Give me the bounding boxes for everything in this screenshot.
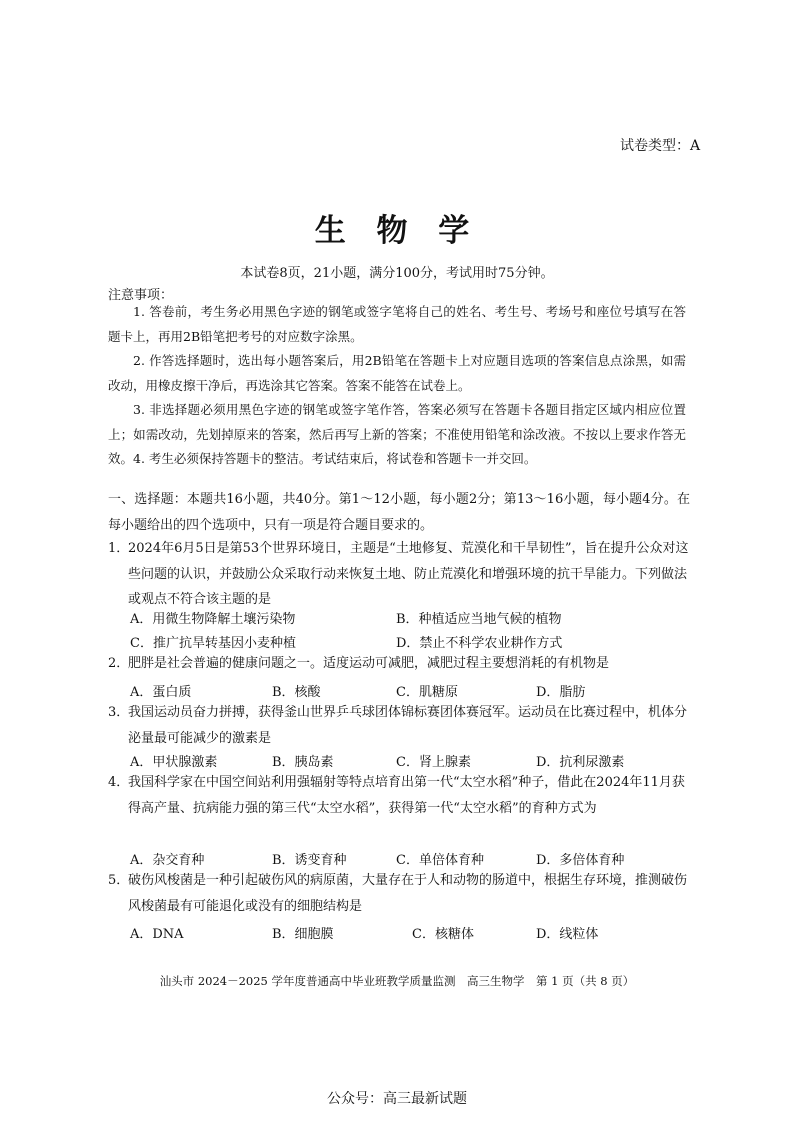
question-number: 5． [108,873,130,888]
question-number: 1． [108,541,130,556]
option-a: A．甲状腺激素 [130,755,218,770]
option-b: B．诱变育种 [272,853,347,868]
option-b: B．种植适应当地气候的植物 [396,612,562,627]
question-3 [108,700,692,751]
question-number: 2． [108,656,130,671]
note-item: 3. 非选择题必须用黑色字迹的钢笔或签字笔作答，答案必须写在答题卡各题目指定区域内相应位置上；如需改动，先划掉原来的答案，然后再写上新的答案；不准使用铅笔和涂改液。不按以上要求作答无效。 [108,402,686,466]
option-c: C．推广抗旱转基因小麦种植 [130,636,296,651]
question-number: 3． [108,705,130,720]
note-item: 1. 答卷前，考生务必用黑色字迹的钢笔或签字笔将自己的姓名、考生号、考场号和座位号填写在答题卡上，再用2B铅笔把考号的对应数字涂黑。 [108,304,686,344]
option-d: D．禁止不科学农业耕作方式 [396,636,563,651]
note-item: 4. 考生必须保持答题卡的整洁。考试结束后，将试卷和答题卡一并交回。 [133,451,537,466]
question-stem: 肥胖是社会普遍的健康问题之一。适度运动可减肥，减肥过程主要想消耗的有机物是 [128,656,610,671]
option-c: C．肾上腺素 [396,755,471,770]
option-a: A．杂交育种 [130,853,205,868]
exam-info: 本试卷8页，21小题，满分100分，考试用时75分钟。 [240,266,554,281]
question-number: 4． [108,775,130,790]
option-b: B．细胞膜 [272,927,334,942]
watermark-caption: 公众号：高三最新试题 [327,1091,467,1107]
option-c: C．单倍体育种 [396,853,484,868]
question-stem: 2024年6月5日是第53个世界环境日，主题是“土地修复、荒漠化和干旱韧性”，旨在提升公众对这些问题的认识，并鼓励公众采取行动来恢复土地、防止荒漠化和增强环境的抗干旱能力。下列做法或观点不符合该主题的是 [128,541,689,607]
option-c: C．肌糖原 [396,685,458,700]
option-a: A．蛋白质 [130,685,192,700]
question-4 [108,770,692,821]
notes-heading: 注意事项： [108,288,174,303]
option-d: D．脂肪 [536,685,586,700]
option-d: D．抗利尿激素 [536,755,625,770]
question-stem: 破伤风梭菌是一种引起破伤风的病原菌，大量存在于人和动物的肠道中，根据生存环境，推测破伤风梭菌最有可能退化或没有的细胞结构是 [128,873,688,914]
question-stem: 我国科学家在中国空间站利用强辐射等特点培育出第一代“太空水稻”种子，借此在2024年11月获得高产量、抗病能力强的第三代“太空水稻”，获得第一代“太空水稻”的育种方式为 [128,775,685,816]
option-b: B．胰岛素 [272,755,334,770]
option-d: D．多倍体育种 [536,853,625,868]
option-a: A．DNA [130,927,184,942]
question-stem: 我国运动员奋力拼搏，获得釜山世界乒乓球团体锦标赛团体赛冠军。运动员在比赛过程中，机体分泌量最可能减少的激素是 [128,705,688,746]
section-intro: 一、选择题：本题共16小题，共40分。第1～12小题，每小题2分；第13～16小题，每小题4分。在每小题给出的四个选项中，只有一项是符合题目要求的。 [108,492,690,533]
question-5 [108,868,692,919]
note-item: 2. 作答选择题时，选出每小题答案后，用2B铅笔在答题卡上对应题目选项的答案信息点涂黑，如需改动，用橡皮擦干净后，再选涂其它答案。答案不能答在试卷上。 [108,353,686,393]
option-c: C．核糖体 [412,927,474,942]
option-a: A．用微生物降解土壤污染物 [130,612,296,627]
page-title: 生 物 学 [314,213,480,249]
question-1 [108,536,692,613]
option-b: B．核酸 [272,685,321,700]
question-2 [108,651,692,677]
option-d: D．线粒体 [536,927,599,942]
page-footer: 汕头市 2024－2025 学年度普通高中毕业班教学质量监测 高三生物学 第 1 页（共 8 页） [159,974,635,988]
paper-type-label: 试卷类型：A [620,138,701,154]
